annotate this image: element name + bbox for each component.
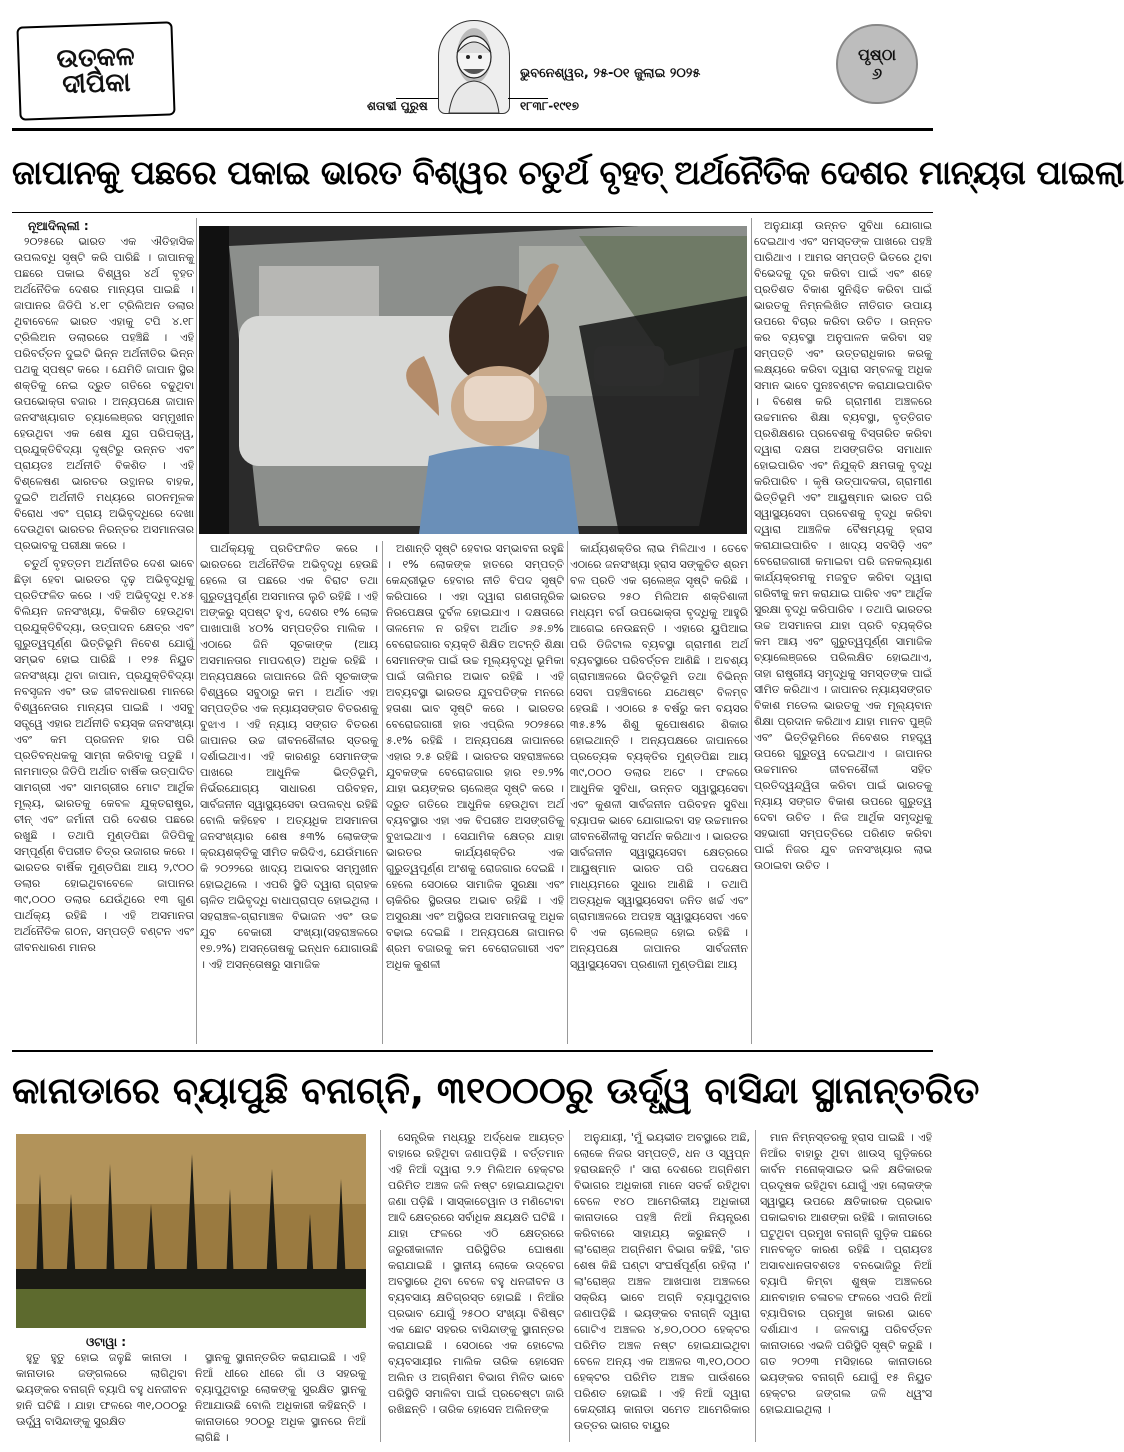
child-at-car-window-photo xyxy=(199,226,747,534)
column-divider xyxy=(751,218,752,1044)
page-label: ପୃଷ୍ଠା xyxy=(857,44,897,64)
story2-paragraph: ଅନୁଯାୟୀ, 'ମୁଁ ଭୟଭୀତ ଅବସ୍ଥାରେ ଅଛି, ଲୋକେ ନିଜର ସମ୍ପତ୍ତି, ଧନ ଓ ସ୍ୱପ୍ନ ହରାଉଛନ୍ତି ।' ସାରା ଦେଶରେ ଅଗ୍ନିଶମ ବିଭାଗର ଅଧିକାରୀ ମାନେ ସତର୍କ ରହିଥିବା ବେଳେ ୧୪୦ ଆମେରିକୀୟ ଅଧିକାରୀ କାନାଡାରେ ପହଞ୍ଚି ନିଆଁ ନିୟନ୍ତ୍ରଣ କରିବାରେ ସାହାଯ୍ୟ କରୁଛନ୍ତି । ଲା'ରୋଞ୍ଜ ଅଗ୍ନିଶମ ବିଭାଗ କହିଛି, 'ଗତ ଶେଷ କିଛି ଘଣ୍ଟା ସଂଘର୍ଷପୂର୍ଣ୍ଣ ରହିଲା ।' ଲା'ରୋଞ୍ଜ ଅଞ୍ଚଳ ଆଖପାଖ ଅଞ୍ଚଳରେ ସକ୍ରିୟ ଭାବେ ଅଗ୍ନି ବ୍ୟାପୁଥିବାର ଜଣାପଡ଼ିଛି । ଭୟଙ୍କର ବନାଗ୍ନି ଦ୍ୱାରା ଗୋଟିଏ ଅଞ୍ଚଳର ୪,୭୦,୦୦୦ ହେକ୍ଟର ପରିମିତ ଅଞ୍ଚଳ ନଷ୍ଟ ହୋଇଯାଇଥିବା ବେଳେ ଅନ୍ୟ ଏକ ଅଞ୍ଚଳର ୩,୧୦,୦୦୦ ହେକ୍ଟର ପରିମିତ ଅଞ୍ଚଳ ପାଉଁଶରେ ପରିଣତ ହୋଇଛି । ଏହି ନିଆଁ ଦ୍ୱାରା କେନ୍ଦ୍ରୀୟ କାନାଡା ସମେତ ଆମେରିକାର ଉତ୍ତର ଭାଗର ବାୟୁର xyxy=(574,1131,750,1432)
column-divider xyxy=(196,218,197,1044)
headline-rule xyxy=(12,212,933,213)
founder-portrait xyxy=(438,20,510,114)
portrait-caption: ଶତାବ୍ଦୀ ପୁରୁଷ xyxy=(367,99,428,113)
story2-column-3 xyxy=(388,1130,564,1442)
story1-column-1 xyxy=(14,218,194,1044)
story1-column-2 xyxy=(200,541,378,1044)
main-headline: ଜାପାନକୁ ପଛରେ ପକାଇ ଭାରତ ବିଶ୍ୱର ଚତୁର୍ଥ ବୃହତ୍ ଅର୍ଥନୈତିକ ଦେଶର ମାନ୍ୟତା ପାଇଲା xyxy=(12,153,1124,192)
column-divider xyxy=(755,1130,756,1442)
story2-column-5 xyxy=(760,1130,932,1442)
photo1-illustration xyxy=(199,226,747,534)
story2-paragraph: ମାନ ନିମ୍ନସ୍ତରକୁ ହ୍ରାସ ପାଇଛି । ଏହି ନିଆଁର ବାହାରୁ ଥିବା ଖାଉସ୍ ଗୁଡ଼ିକରେ କାର୍ବନ ମନୋକ୍ସାଇଡ ଭଳି କ୍ଷତିକାରକ ପ୍ରଦୂଷକ ରହିଥିବା ଯୋଗୁଁ ଏହା ଲୋକଙ୍କ ସ୍ୱାସ୍ଥ୍ୟ ଉପରେ କ୍ଷତିକାରକ ପ୍ରଭାବ ପକାଇବାର ଆଶଙ୍କା ରହିଛି । କାନାଡାରେ ଘଟୁଥିବା ପ୍ରମୁଖ ବନାଗ୍ନି ଗୁଡ଼ିକ ପଛରେ ମାନବକୃତ କାରଣ ରହିଛି । ପ୍ରାୟତଃ ଅସାବଧାନତାବଶତଃ ବନଭୋଜିରୁ ନିଆଁ ବ୍ୟାପି କିମ୍ବା ଶୁଷ୍କ ଅଞ୍ଚଳରେ ଯାନବାହାନ ଚଳାଚଳ ଫଳରେ ଏପରି ନିଆଁ ବ୍ୟାପିବାର ପ୍ରମୁଖ କାରଣ ଭାବେ ଦର୍ଶାଯାଏ । ଜଳବାୟୁ ପରିବର୍ତ୍ତନ କାନାଡାରେ ଏଭଳି ପରିସ୍ଥିତି ସୃଷ୍ଟି କରୁଛି । ଗତ ୨୦୨୩ ମସିହାରେ କାନାଡାରେ ଭୟଙ୍କର ବନାଗ୍ନି ଯୋଗୁଁ ୧୫ ନିୟୁତ ହେକ୍ଟର ଜଙ୍ଗଲ ଜଳି ଧ୍ୱଂସ ହୋଇଯାଇଥିଲା । xyxy=(760,1131,932,1416)
masthead-name: ଉତ୍କଳ ଦୀପିକା xyxy=(55,41,136,101)
story2-paragraph: ସ୍ଥାନକୁ ସ୍ଥାନାନ୍ତରିତ କରାଯାଇଛି । ଏହି ନିଆଁ ଧୀରେ ଧୀରେ ଗାଁ ଓ ସହରକୁ ବ୍ୟାପୁଥିବାରୁ ଲୋକଙ୍କୁ ସୁରକ୍ଷିତ ସ୍ଥାନକୁ ନିଆଯାଉଛି ବୋଲି ଅଧିକାରୀ କହିଛନ୍ତି । କାନାଡାରେ ୨୦୦ରୁ ଅଧିକ ସ୍ଥାନରେ ନିଆଁ ଲାଗିଛି । xyxy=(195,1351,366,1444)
story2-paragraph: ହୁତୁ ହୁତୁ ହୋଇ ଜଳୁଛି କାନାଡା । କାନାଡାର ଜଙ୍ଗଲରେ ଲାଗିଥିବା ଭୟଙ୍କର ବନାଗ୍ନି ବ୍ୟାପି ବହୁ ଧନଜୀବନ ହାନି ଘଟିଛି । ଯାହା ଫଳରେ ୩୧,୦୦୦ରୁ ଊର୍ଦ୍ଧ୍ୱ ବାସିନ୍ଦାଙ୍କୁ ସୁରକ୍ଷିତ xyxy=(16,1351,187,1428)
story1-paragraph: ପାର୍ଥକ୍ୟକୁ ପ୍ରତିଫଳିତ କରେ । ଭାରତରେ ଅର୍ଥନୈତିକ ଅଭିବୃଦ୍ଧି ହେଉଛି ହେଲେ ତା ପଛରେ ଏକ ବିରାଟ ତଥା ଗୁରୁତ୍ୱପୂର୍ଣ୍ଣ ଅସମାନତା ଲୁଚି ରହିଛି । ଏହି ଅଙ୍କରୁ ସ୍ପଷ୍ଟ ହୁଏ, ଦେଶର ୧% ଲୋକ ପାଖାପାଖି ୪୦% ସମ୍ପତ୍ତିର ମାଲିକ । ଏଠାରେ ଜିନି ସୂଚକାଙ୍କ (ଆୟ ଅସମାନତାର ମାପଦଣ୍ଡ) ଅଧିକ ରହିଛି । ଅନ୍ୟପକ୍ଷରେ ଜାପାନରେ ଜିନି ସୂଚକାଙ୍କ ବିଶ୍ୱରେ ସବୁଠାରୁ କମ । ଅର୍ଥାତ ଏହା ସମ୍ପତ୍ତିର ଏକ ନ୍ୟାୟସଙ୍ଗତ ବିତରଣକୁ ବୁଝାଏ । ଏହି ନ୍ୟାୟ ସଙ୍ଗତ ବିତରଣ ଜାପାନର ଉଚ୍ଚ ଜୀବନଶୈଳୀର ସ୍ତରକୁ ଦର୍ଶାଇଥାଏ। ଏହି କାରଣରୁ ସେମାନଙ୍କ ପାଖରେ ଆଧୁନିକ ଭିତ୍ତିଭୂମି, ନିର୍ଭରଯୋଗ୍ୟ ସାଧାରଣ ପରିବହନ, ସାର୍ବଜନୀନ ସ୍ୱାସ୍ଥ୍ୟସେବା ଉପଲବ୍ଧ ରହିଛି ବୋଲି କହିହେବ । ଅତ୍ୟଧିକ ଅସମାନତା ଜନସଂଖ୍ୟାର ଶେଷ ୫୩% ଲୋକଙ୍କ କ୍ରୟଶକ୍ତିକୁ ସୀମିତ କରିଦିଏ, ଯେଉଁମାନେ କି ୨୦୨୨ରେ ଖାଦ୍ୟ ଅଭାବର ସମ୍ମୁଖୀନ ହୋଇଥିଲେ । ଏପରି ସ୍ଥିତି ଦ୍ୱାରା ଗ୍ରାହକ ଚାଳିତ ଅଭିବୃଦ୍ଧି ବାଧାପ୍ରାପ୍ତ ହୋଇଥିଲା । ସହରାଞ୍ଚଳ-ଗ୍ରାମାଞ୍ଚଳ ବିଭାଜନ ଏବଂ ଉଚ୍ଚ ଯୁବ ବେକାରୀ ସଂଖ୍ୟା(ସହରାଞ୍ଚଳରେ ୧୭.୨%) ଅସନ୍ତୋଷକୁ ଇନ୍ଧନ ଯୋଗାଉଛି । ଏହି ଅସନ୍ତୋଷରୁ ସାମାଜିକ xyxy=(200,542,378,971)
column-divider xyxy=(380,1130,381,1442)
wildfire-forest-photo xyxy=(16,1134,366,1328)
portrait-image xyxy=(439,21,509,113)
story2-dateline: ଓଟାୱା : xyxy=(86,1335,127,1349)
section-rule xyxy=(12,1050,933,1052)
column-divider xyxy=(382,541,383,1044)
story1-dateline: ନୂଆଦିଲ୍ଲୀ : xyxy=(28,219,89,233)
masthead-logo xyxy=(16,21,175,120)
photo2-illustration xyxy=(16,1134,366,1328)
masthead-rule-right xyxy=(508,84,548,99)
page-number-badge xyxy=(836,24,918,104)
story1-column-4 xyxy=(570,541,748,1044)
story2-column-4 xyxy=(574,1130,750,1442)
story1-paragraph: ଅନୁଯାୟୀ ଉନ୍ନତ ସୁବିଧା ଯୋଗାଇ ଦେଇଥାଏ ଏବଂ ସମସ୍ତଙ୍କ ପାଖରେ ପହଞ୍ଚି ପାରିଥାଏ । ଆମର ସମ୍ପତ୍ତି ଭିତରେ ଥିବା ବିଭେଦକୁ ଦୂର କରିବା ପାଇଁ ଏବଂ ଶହେ ପ୍ରତିଶତ ବିକାଶ ସୁନିଶ୍ଚିତ କରିବା ପାଇଁ ଭାରତକୁ ନିମ୍ନଲିଖିତ ନୀତିଗତ ଉପାୟ ଉପରେ ବିଚାର କରିବା ଉଚିତ । ଉନ୍ନତ କର ବ୍ୟବସ୍ଥା ଅନୁପାଳନ କରିବା ସହ ସମ୍ପତ୍ତି ଏବଂ ଉତ୍ତରାଧିକାର କରକୁ ଲକ୍ଷ୍ୟରେ କରିବା ଦ୍ୱାରା ସମ୍ବଳକୁ ଅଧିକ ସମାନ ଭାବେ ପୁନଃବଣ୍ଟନ କରାଯାଇପାରିବ । ବିଶେଷ କରି ଗ୍ରାମୀଣ ଅଞ୍ଚଳରେ ଉଚ୍ଚମାନର ଶିକ୍ଷା ବ୍ୟବସ୍ଥା, ବୃତ୍ତିଗତ ପ୍ରଶିକ୍ଷଣର ପ୍ରବେଶକୁ ବିସ୍ତାରିତ କରିବା ଦ୍ୱାରା ଦକ୍ଷତା ଅସଙ୍ଗତିର ସମାଧାନ ହୋଇପାରିବ ଏବଂ ନିଯୁକ୍ତି କ୍ଷମତାକୁ ବୃଦ୍ଧି କରିପାରିବ । କୃଷି ଉତ୍ପାଦକତା, ଗ୍ରାମୀଣ ଭିତ୍ତିଭୂମି ଏବଂ ଆୟୁଷ୍ମାନ ଭାରତ ପରି ସ୍ୱାସ୍ଥ୍ୟସେବା ପ୍ରବେଶକୁ ବୃଦ୍ଧି କରିବା ଦ୍ୱାରା ଆଞ୍ଚଳିକ ବୈଷମ୍ୟକୁ ହ୍ରାସ କରାଯାଇପାରିବ । ଖାଦ୍ୟ ସବସିଡ଼ି ଏବଂ ବେରୋଜଗାରୀ କମାଇବା ପରି ଜନକଲ୍ୟାଣ କାର୍ଯ୍ୟକ୍ରମକୁ ମଜବୁତ କରିବା ଦ୍ୱାରା ଗରିବୀକୁ କମ କରାଯାଇ ପାରିବ ଏବଂ ଆର୍ଥିକ ସୁରକ୍ଷା ବୃଦ୍ଧି କରିପାରିବ । ତଥାପି ଭାରତର ଉଚ୍ଚ ଅସମାନତା ଯାହା ପ୍ରତି ବ୍ୟକ୍ତିର କମ ଆୟ ଏବଂ ଗୁରୁତ୍ୱପୂର୍ଣ୍ଣ ସାମାଜିକ ଚ୍ୟାଲେଞ୍ଜରେ ପରିଲକ୍ଷିତ ହୋଇଥାଏ, ତାହା ରାଷ୍ଟ୍ରୀୟ ସମୃଦ୍ଧିକୁ ସମସ୍ତଙ୍କ ପାଇଁ ସୀମିତ କରିଥାଏ । ଜାପାନର ନ୍ୟାୟସଙ୍ଗତ ବିକାଶ ମଡେଲ ଭାରତକୁ ଏକ ମୂଲ୍ୟବାନ ଶିକ୍ଷା ପ୍ରଦାନ କରିଥାଏ ଯାହା ମାନବ ପୁଞ୍ଜି ଏବଂ ଭିତ୍ତିଭୂମିରେ ନିବେଶର ମହତ୍ତ୍ୱ ଉପରେ ଗୁରୁତ୍ୱ ଦେଇଥାଏ । ଜାପାନର ଉଚ୍ଚମାନର ଜୀବନଶୈଳୀ ସହିତ ପ୍ରତିଦ୍ୱନ୍ଦ୍ୱିତା କରିବା ପାଇଁ ଭାରତକୁ ନ୍ୟାୟ ସଙ୍ଗତ ବିକାଶ ଉପରେ ଗୁରୁତ୍ୱ ଦେବା ଉଚିତ । ନିଜ ଆର୍ଥିକ ସମୃଦ୍ଧିକୁ ସହଭାଗୀ ସମ୍ପତ୍ତିରେ ପରିଣତ କରିବା ପାଇଁ ନିଜର ଯୁବ ଜନସଂଖ୍ୟାର ଲାଭ ଉଠାଇବା ଉଚିତ । xyxy=(754,219,932,872)
top-rule xyxy=(12,128,933,131)
story2-column-1 xyxy=(16,1334,366,1442)
story2-paragraph: ସେନ୍ତ୍ରିକ ମଧ୍ୟରୁ ଅର୍ଦ୍ଧେକ ଆୟତ୍ତ ବାହାରେ ରହିଥିବା ଜଣାପଡ଼ିଛି । ବର୍ତ୍ତମାନ ଏହି ନିଆଁ ଦ୍ୱାରା ୨.୨ ମିଲିଅନ ହେକ୍ଟର ପରିମିତ ଅଞ୍ଚଳ ଜଳି ନଷ୍ଟ ହୋଇଯାଇଥିବା ଜଣା ପଡ଼ିଛି । ସାସ୍କାଚେୱାନ ଓ ମଣିଟୋବା ଆଦି କ୍ଷେତ୍ରରେ ସର୍ବାଧିକ କ୍ଷୟକ୍ଷତି ଘଟିଛି । ଯାହା ଫଳରେ ଏଠି କ୍ଷେତ୍ରରେ ଜରୁରୀକାଳୀନ ପରିସ୍ଥିତିର ଘୋଷଣା କରାଯାଇଛି । ସ୍ଥାନୀୟ ଲୋକେ ଉଦ୍‌ବେଗ ଅବସ୍ଥାରେ ଥିବା ବେଳେ ବହୁ ଧନଜୀବନ ଓ ବ୍ୟବସାୟ କ୍ଷତିଗ୍ରସ୍ତ ହୋଇଛି । ନିଆଁର ପ୍ରଭାବ ଯୋଗୁଁ ୨୫୦୦ ସଂଖ୍ୟା ବିଶିଷ୍ଟ ଏକ ଛୋଟ ସହରର ବାସିନ୍ଦାଙ୍କୁ ସ୍ଥାନାନ୍ତର କରାଯାଇଛି । ସେଠାରେ ଏକ ହୋଟେଲ ବ୍ୟବସାୟୀର ମାଲିକ ତାରିକ ହୋସେନ ଅଲିନ ଓ ଅଗ୍ନିଶମ ବିଭାଗ ମିଳିତ ଭାବେ ପରିସ୍ଥିତି ସମାଳିବା ପାଇଁ ପ୍ରଚେଷ୍ଟା ଜାରି ରଖିଛନ୍ତି । ତାରିକ ହୋସେନ ଅଲିନଙ୍କ xyxy=(388,1131,564,1416)
second-headline: କାନାଡାରେ ବ୍ୟାପୁଛି ବନାଗ୍ନି, ୩୧୦୦୦ରୁ ଊର୍ଦ୍ଧ୍ୱ ବାସିନ୍ଦା ସ୍ଥାନାନ୍ତରିତ xyxy=(12,1069,980,1112)
story1-column-3 xyxy=(386,541,564,1044)
column-divider xyxy=(567,541,568,1044)
story1-column-5 xyxy=(754,218,932,1044)
page-number: ୬ xyxy=(871,64,883,83)
story1-paragraph: ୨୦୨୫ରେ ଭାରତ ଏକ ଐତିହାସିକ ଉପଲବ୍ଧି ସୃଷ୍ଟି କରି ପାରିଛି । ଜାପାନକୁ ପଛରେ ପକାଇ ବିଶ୍ୱର ୪ର୍ଥ ବୃହତ ଅର୍ଥନୈତିକ ଦେଶର ମାନ୍ୟତା ପାଇଛି । ଜାପାନର ଜିଡିପି ୪.୧୮ ଟ୍ରିଲିଅନ ଡଲାର ଥିବାବେଳେ ଭାରତ ଏହାକୁ ଟପି ୪.୧୮ ଟ୍ରିଲିଅନ ଡଲାରରେ ପହଞ୍ଚିଛି । ଏହି ପରିବର୍ତ୍ତନ ଦୁଇଟି ଭିନ୍ନ ଅର୍ଥନୀତିର ଭିନ୍ନ ପଥକୁ ସ୍ପଷ୍ଟ କରେ । ଯେମିତି ଜାପାନ ସ୍ଥିର ଶକ୍ତିକୁ ନେଇ ଦ୍ରୁତ ଗତିରେ ବଢୁଥିବା ଉପଭୋକ୍ତା ବଜାର । ଅନ୍ୟପକ୍ଷେ ଜାପାନ ଜନସଂଖ୍ୟାଗତ ଚ୍ୟାଲେଞ୍ଜର ସମ୍ମୁଖୀନ ହେଉଥିବା ଏକ ଶେଷ ଯୁଗ ପରିପକ୍ୱ, ପ୍ରଯୁକ୍ତିବିଦ୍ୟା ଦୃଷ୍ଟିରୁ ଉନ୍ନତ ଏବଂ ପ୍ରାୟତଃ ଅର୍ଥନୀତି ବିକଶିତ । ଏହି ବିଶ୍ଳେଷଣ ଭାରତର ଉତ୍ଥାନର ବାହକ, ଦୁଇଟି ଅର୍ଥନୀତି ମଧ୍ୟରେ ଗଠନମୂଳକ ବିରୋଧ ଏବଂ ପ୍ରାୟ ଅଭିବୃଦ୍ଧିରେ ଦେଖା ଦେଉଥିବା ଭାରତର ନିରନ୍ତର ଅସମାନତାର ପ୍ରଭାବକୁ ପରୀକ୍ଷା କରେ । xyxy=(14,235,194,552)
story1-paragraph: କାର୍ଯ୍ୟଶକ୍ତିର ଲାଭ ମିଳିଥାଏ । ତେବେ ଏଠାରେ ଜନସଂଖ୍ୟା ହ୍ରାସ ସଙ୍କୁଚିତ ଶ୍ରମ ବଳ ପ୍ରତି ଏକ ଚାଲେଞ୍ଜ ସୃଷ୍ଟି କରିଛି । ଭାରତର ୨୫୦ ମିଲିଅନ ଶକ୍ତିଶାଳୀ ମଧ୍ୟମ ବର୍ଗ ଉପଭୋକ୍ତା ବୃଦ୍ଧିକୁ ଆହୁରି ଆଗେଇ ନେଉଛନ୍ତି । ଏହାରେ ୟୁପିଆଇ ପରି ଡିଜିଟାଲ ବ୍ୟବସ୍ଥା ଗ୍ରାମୀଣ ଅର୍ଥ ବ୍ୟବସ୍ଥାରେ ପରିବର୍ତ୍ତନ ଆଣିଛି । ଅବଶ୍ୟ ଗ୍ରାମାଞ୍ଚଳରେ ଭିତ୍ତିଭୂମି ତଥା ବିଭିନ୍ନ ସେବା ପହଞ୍ଚିବାରେ ଯଥେଷ୍ଟ ବିଳମ୍ବ ହେଉଛି । ଏଠାରେ ୫ ବର୍ଷରୁ କମ ବୟସର ୩୫.୫% ଶିଶୁ କୁପୋଷଣର ଶିକାର ହୋଇଥାନ୍ତି । ଅନ୍ୟପକ୍ଷରେ ଜାପାନରେ ପ୍ରତ୍ୟେକ ବ୍ୟକ୍ତିର ମୁଣ୍ଡପିଛା ଆୟ ୩୯,୦୦୦ ଡଲାର ଅଟେ । ଫଳରେ ଆଧୁନିକ ସୁବିଧା, ଉନ୍ନତ ସ୍ୱାସ୍ଥ୍ୟସେବା ଏବଂ କୁଶଳୀ ସାର୍ବଜନୀନ ପରିବହନ ସୁବିଧା ବ୍ୟାପକ ଭାବେ ଯୋଗାଇବା ସହ ଉଚ୍ଚମାନର ଜୀବନଶୈଳୀକୁ ସମର୍ଥନ କରିଥାଏ । ଭାରତର ସାର୍ବଜନୀନ ସ୍ୱାସ୍ଥ୍ୟସେବା କ୍ଷେତ୍ରରେ ଆୟୁଷ୍ମାନ ଭାରତ ପରି ପଦକ୍ଷେପ ମାଧ୍ୟମରେ ସୁଧାର ଆଣିଛି । ତଥାପି ଅତ୍ୟଧିକ ସ୍ୱାସ୍ଥ୍ୟସେବା ଜନିତ ଖର୍ଚ୍ଚ ଏବଂ ଗ୍ରାମାଞ୍ଚଳରେ ଅପହଞ୍ଚ ସ୍ୱାସ୍ଥ୍ୟସେବା ଏବେ ବି ଏକ ଚାଲେଞ୍ଜ ହୋଇ ରହିଛି । ଅନ୍ୟପକ୍ଷେ ଜାପାନର ସାର୍ବଜନୀନ ସ୍ୱାସ୍ଥ୍ୟସେବା ପ୍ରଣାଳୀ ମୁଣ୍ଡପିଛା ଆୟ xyxy=(570,542,749,971)
story1-paragraph: ଚତୁର୍ଥ ବୃହତ୍ତମ ଅର୍ଥନୀତିର ଦେଶ ଭାବେ ଛିଡ଼ା ହେବା ଭାରତର ଦୃଢ଼ ଅଭିବୃଦ୍ଧିକୁ ପ୍ରତିଫଳିତ କରେ । ଏହି ଅଭିବୃଦ୍ଧି ୧.୪୫ ବିଲିୟନ ଜନସଂଖ୍ୟା, ବିକଶିତ ହେଉଥିବା ପ୍ରଯୁକ୍ତିବିଦ୍ୟା, ଉତ୍ପାଦନ କ୍ଷେତ୍ର ଏବଂ ଗୁରୁତ୍ୱପୂର୍ଣ୍ଣ ଭିତ୍ତିଭୂମି ନିବେଶ ଯୋଗୁଁ ସମ୍ଭବ ହୋଇ ପାରିଛି । ୧୨୫ ନିୟୁତ ଜନସଂଖ୍ୟା ଥିବା ଜାପାନ, ପ୍ରଯୁକ୍ତିବିଦ୍ୟା ନବସୃଜନ ଏବଂ ଉଚ୍ଚ ଜୀବନଧାରଣ ମାନରେ ବିଶ୍ୱନେତାର ମାନ୍ୟତା ପାଇଛି । ଏସବୁ ସତ୍ତ୍ୱେ ଏହାର ଅର୍ଥନୀତି ବୟସ୍କ ଜନସଂଖ୍ୟା ଏବଂ କମ ପ୍ରଜନନ ହାର ପରି ପ୍ରତିବନ୍ଧକକୁ ସାମ୍ନା କରିବାକୁ ପଡୁଛି । ନାମମାତ୍ର ଜିଡିପି ଅର୍ଥାତ ବାର୍ଷିକ ଉତ୍ପାଦିତ ସାମଗ୍ରୀ ଏବଂ ସାମଗ୍ରୀର ମୋଟ ଆର୍ଥିକ ମୂଲ୍ୟ, ଭାରତକୁ କେବଳ ଯୁକ୍ତରାଷ୍ଟ୍ର, ଚୀନ୍ ଏବଂ ଜର୍ମାନୀ ପରି ଦେଶର ପଛରେ ରଖୁଛି । ତଥାପି ମୁଣ୍ଡପିଛା ଜିଡିପିକୁ ସମ୍ପୂର୍ଣ୍ଣ ବିପରୀତ ଚିତ୍ର ଉଜାଗର କରେ । ଭାରତର ବାର୍ଷିକ ମୁଣ୍ଡପିଛା ଆୟ ୨,୯୦୦ ଡଲାର ହୋଇଥିବାବେଳେ ଜାପାନର ୩୯,୦୦୦ ଡଲାର ଯେଉଁଥିରେ ୧୩ ଗୁଣ ପାର୍ଥକ୍ୟ ରହିଛି । ଏହି ଅସମାନତା ଅର୍ଥନୈତିକ ଗଠନ, ସମ୍ପତ୍ତି ବଣ୍ଟନ ଏବଂ ଜୀବନଧାରଣ ମାନର xyxy=(14,557,194,954)
column-divider xyxy=(569,1130,570,1442)
masthead-rule-left xyxy=(396,84,438,99)
founder-years: ୧୮୩୮-୧୯୧୭ xyxy=(520,99,580,113)
story1-paragraph: ଅଶାନ୍ତି ସୃଷ୍ଟି ହେବାର ସମ୍ଭାବନା ରହୁଛି । ୧% ଲୋକଙ୍କ ହାତରେ ସମ୍ପତ୍ତି କେନ୍ଦ୍ରୀଭୂତ ହେବାର ନୀତି ବିପଦ ସୃଷ୍ଟି କରିପାରେ । ଏହା ଦ୍ୱାରା ଗଣତାନ୍ତ୍ରିକ ନିରପେକ୍ଷତା ଦୁର୍ବଳ ହୋଇଯାଏ । ଦକ୍ଷତାରେ ତାଳମେଳ ନ ରହିବା ଅର୍ଥାତ ୬୫.୭% ବେରୋଜଗାର ବ୍ୟକ୍ତି ଶିକ୍ଷିତ ଅଟନ୍ତି ଶିକ୍ଷା ସେମାନଙ୍କ ପାଇଁ ଉଚ୍ଚ ମୂଲ୍ୟବୃଦ୍ଧି ଭୂମିକା ପାଇଁ ତାଲିମର ଅଭାବ ରହିଛି । ଏହି ଅବ୍ୟବସ୍ଥା ଭାରତର ଯୁବପତିଙ୍କ ମନରେ ହତାଶା ଭାବ ସୃଷ୍ଟି କରେ । ଭାରତର ବେରୋଜଗାରୀ ହାର ଏପ୍ରିଲ ୨୦୨୫ରେ ୫.୧% ରହିଛି । ଅନ୍ୟପକ୍ଷେ ଜାପାନରେ ଏହାର ୨.୫ ରହିଛି । ଭାରତର ସହରାଞ୍ଚଳରେ ଯୁବକଙ୍କ ବେରୋଜଗାର ହାର ୧୭.୨% ଯାହା ଭୟଙ୍କର ଚାଲେଞ୍ଜ ସୃଷ୍ଟି କରେ । ଦ୍ରୁତ ଗତିରେ ଆଧୁନିକ ହେଉଥିବା ଅର୍ଥ ବ୍ୟବସ୍ଥାର ଏହା ଏକ ବିପରୀତ ଅସଙ୍ଗତିକୁ ବୁଝାଇଥାଏ । ସେଯାମିକ କ୍ଷେତ୍ର ଯାହା ଭାରତର କାର୍ଯ୍ୟଶକ୍ତିର ଏକ ଗୁରୁତ୍ୱପୂର୍ଣ୍ଣ ଅଂଶକୁ ରୋଜଗାର ଦେଇଛି । ହେଲେ ସେଠାରେ ସାମାଜିକ ସୁରକ୍ଷା ଏବଂ ଚାକିରିର ସ୍ଥିରତାର ଅଭାବ ରହିଛି । ଏହି ଅସୁରକ୍ଷା ଏବଂ ଅସ୍ଥିରତା ଅସମାନତାକୁ ଅଧିକ ବଢାଇ ଦେଇଛି । ଅନ୍ୟପକ୍ଷେ ଜାପାନର ଶ୍ରମ ବଜାରକୁ କମ ବେରୋଜଗାରୀ ଏବଂ ଅଧିକ କୁଶଳୀ xyxy=(386,542,564,971)
issue-dateline: ଭୁବନେଶ୍ୱର, ୨୫-୦୧ ଜୁଲାଇ ୨୦୨୫ xyxy=(520,66,701,81)
